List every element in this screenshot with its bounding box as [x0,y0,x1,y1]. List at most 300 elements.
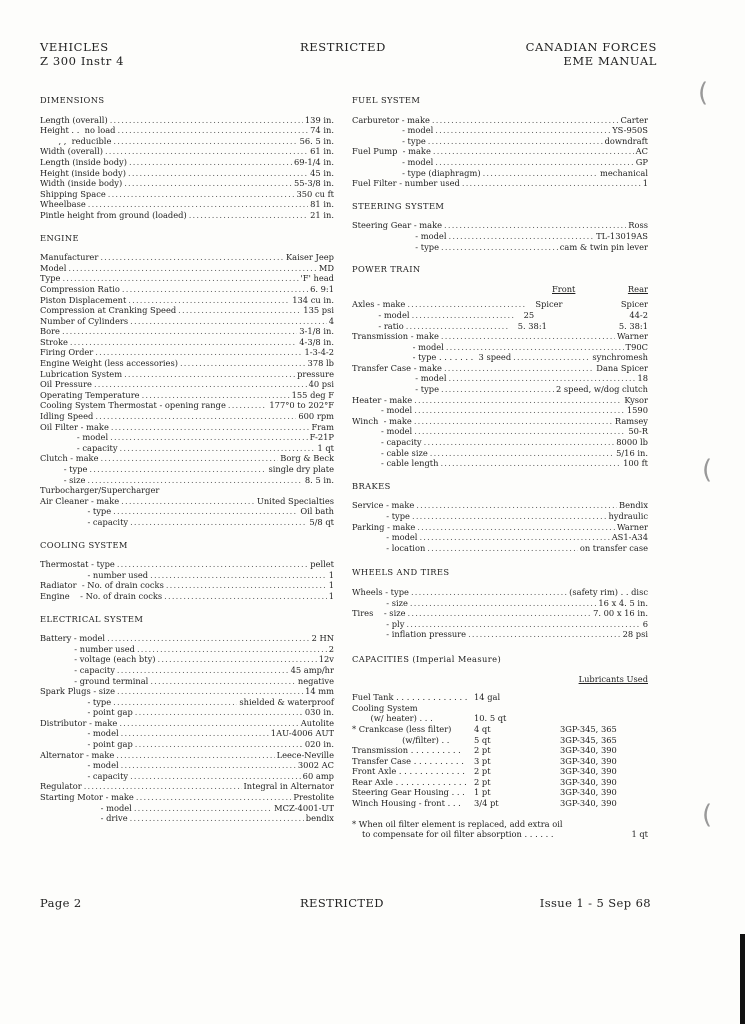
leader-dots [441,242,558,253]
spec-value: Borg & Beck [280,453,334,464]
engine-list [40,252,334,485]
spec-label: - model [352,426,413,437]
capacity-item: Rear Axle . . . . . . . . . . . . . . [352,776,467,787]
spec-label: - model [40,760,119,771]
spec-label: - point gap [40,707,133,718]
spec-value: Prestolite [293,792,334,803]
leader-dots [117,665,289,676]
spec-row [40,633,334,644]
leader-dots [118,125,309,136]
spec-value: MCZ-4001-UT [274,802,334,813]
spec-label: Height (inside body) [40,167,126,178]
leader-dots [116,750,274,761]
brakes-heading: BRAKES [352,480,391,491]
leader-dots [483,168,598,179]
spec-label: - type (diaphragm) [352,167,481,178]
spec-label: Type [40,273,61,284]
lubricants-used-header: Lubricants Used [578,673,648,684]
spec-row [352,242,648,253]
spec-label: Oil Filter - make [40,421,109,432]
leader-dots [62,326,297,337]
leader-dots [411,587,567,598]
leader-dots [130,771,301,782]
spec-row [40,199,334,210]
spec-row [40,369,334,380]
spec-label: Tires - size [352,608,406,619]
leader-dots [414,416,613,427]
spec-label: - model [40,432,109,443]
spec-label: - capacity [40,442,118,453]
spec-label: Fuel Pump - make [352,146,431,157]
capacity-row [352,745,648,756]
capacity-qty: 10. 5 qt [474,713,507,724]
spec-value: 5/8 qt [309,516,334,527]
leader-dots [430,448,614,459]
capacity-item: (w/filter) . . [352,734,450,745]
front-column-header: Front [552,283,576,294]
spec-value: United Specialties [256,495,334,506]
capacity-qty: 2 pt [474,745,491,756]
spec-value: 177°0 to 202°F [269,400,334,411]
axle-row [352,310,648,321]
spec-row [40,750,334,761]
capacity-qty: 5 qt [474,734,491,745]
spec-label: - type [352,241,439,252]
axle-front: 5. 38:1 [517,320,547,331]
spec-value: bendix [305,813,334,824]
leader-dots [136,792,292,803]
spec-label: Height . . no load [40,125,116,136]
capacity-row [352,703,648,714]
spec-value: 100 ft [623,458,648,469]
leader-dots [446,342,624,353]
fuel-heading: FUEL SYSTEM [352,95,421,105]
spec-value: 56. 5 in. [299,135,334,146]
spec-label: - inflation pressure [352,629,467,640]
leader-dots [110,432,308,443]
spec-label: - model [352,373,447,384]
capacity-lubricant: 3GP-340, 390 [560,766,617,777]
spec-value: 7. 00 x 16 in. [593,608,648,619]
spec-row [352,115,648,126]
capacity-lubricant: 3GP-340, 390 [560,787,617,798]
capacity-item: Steering Gear Housing . . . [352,787,465,798]
capacity-qty: 4 qt [474,723,491,734]
spec-value: 134 cu in. [292,294,334,305]
spec-label: Firing Order [40,347,94,358]
leader-dots [150,570,327,581]
spec-value: 21 in. [310,209,334,220]
spec-value: Bendix [619,500,648,511]
lubricants-header-row [352,674,648,685]
spec-label: - capacity [352,437,422,448]
capacity-row [352,787,648,798]
spec-row [40,718,334,729]
leader-dots [117,559,308,570]
spec-label: - size [40,474,86,485]
spec-value: Leece-Neville [276,749,334,760]
capacity-row [352,766,648,777]
spec-row [352,587,648,598]
spec-label: Operating Temperature [40,389,140,400]
spec-row [40,125,334,136]
spec-label: - model [352,341,444,352]
leader-dots [468,629,620,640]
spec-row [40,326,334,337]
spec-label: Transmission - make [352,331,439,342]
spec-row [40,771,334,782]
power-train-list [352,331,648,469]
spec-label: Piston Displacement [40,294,127,305]
capacity-lubricant: 3GP-345, 365 [560,723,617,734]
leader-dots [124,369,295,380]
spec-row [352,598,648,609]
capacity-qty: 3/4 pt [474,798,499,809]
spec-label: - model [352,230,447,241]
spec-row [352,416,648,427]
spec-label: , , reducible [40,135,112,146]
spec-label: - number used [40,569,149,580]
spec-label: Model [40,262,67,273]
leader-dots [110,115,303,126]
leader-dots [444,363,594,374]
capacities-heading: CAPACITIES (Imperial Measure) [352,653,502,664]
fuel-list [352,115,648,189]
leader-dots [94,379,307,390]
spec-row [352,426,648,437]
spec-value: 1 [328,580,334,591]
spec-row [40,803,334,814]
axles-list [352,299,648,331]
spec-value: Kaiser Jeep [285,252,334,263]
spec-label: Engine - No. of drain cocks [40,590,163,601]
spec-label: Heater - make [352,394,413,405]
spec-label: Carburetor - make [352,114,430,125]
spec-row [352,522,648,533]
spec-value: negative [297,675,334,686]
note-line-1: * When oil filter element is replaced, add extra oil [352,818,563,829]
spec-row [40,337,334,348]
capacity-row [352,756,648,767]
spec-row [40,284,334,295]
spec-row [40,496,334,507]
spec-value: single dry plate [268,464,334,474]
spec-row [40,273,334,284]
leader-dots [113,506,298,517]
spec-value: 14 mm [305,686,334,697]
dimensions-list [40,115,334,221]
spec-row [352,395,648,406]
spec-row [40,707,334,718]
spec-value: 45 amp/hr [290,664,334,675]
spec-row [40,347,334,358]
cooling-list [40,559,334,601]
spec-row [352,373,648,384]
spec-value: 74 in. [310,125,334,136]
spec-label: - size [352,597,408,608]
leader-dots [419,532,609,543]
capacity-item: (w/ heater) . . . [352,713,433,724]
spec-row [352,532,648,543]
spec-value: Fram [311,421,334,432]
spec-label: Wheelbase [40,199,86,210]
spec-value: 135 psi [303,305,334,316]
spec-label: Length (overall) [40,114,108,125]
spec-label: - cable size [352,447,428,458]
spec-label: Wheels - type [352,586,409,597]
scan-edge [740,934,745,1024]
spec-label: Parking - make [352,521,416,532]
spec-label: - drive [40,813,128,824]
spec-label: - type [352,384,439,395]
leader-dots [128,168,308,179]
spec-row [40,295,334,306]
spec-row [40,644,334,655]
spec-value: 350 cu ft [296,188,334,199]
leader-dots [410,598,596,609]
spec-row [40,400,334,411]
leader-dots [105,146,308,157]
spec-label: - ground terminal [40,675,149,686]
spec-value: 6. 9:1 [310,283,334,294]
spec-label: - model [352,405,413,416]
spec-label: Battery - model [40,633,106,644]
spec-row [40,422,334,433]
spec-value: 2 speed, w/dog clutch [555,384,648,395]
spec-label: Width (overall) [40,146,103,157]
leader-dots [62,273,298,284]
spec-value: 50-R [628,426,648,437]
spec-row [40,411,334,422]
leader-dots [428,136,603,147]
note-line-2: to compensate for oil filter absorption . . . . . . [362,829,554,840]
spec-label: - type [40,696,112,707]
spec-label: Engine Weight (less accessories) [40,358,178,369]
spec-row [40,453,334,464]
spec-label: Compression Ratio [40,283,120,294]
leader-dots [406,619,640,630]
spec-row [40,654,334,665]
spec-row [40,792,334,803]
spec-value: 378 lb [307,358,334,369]
axle-front: Spicer [535,299,563,310]
axle-front: 25 [523,309,535,320]
spec-row [352,511,648,522]
spec-label: Length (inside body) [40,156,127,167]
capacity-row [352,798,648,809]
right-column [352,95,648,840]
spec-label: Thermostat - type [40,559,115,570]
leader-dots [107,633,309,644]
spec-value: 69-1/4 in. [294,156,334,167]
leader-dots [407,299,525,310]
spec-value: cam & twin pin lever [559,241,648,252]
leader-dots [424,437,615,448]
capacity-row [352,692,648,703]
spec-value: Integral in Alternator [243,781,334,792]
spec-row [40,178,334,189]
leader-dots [137,644,327,655]
leader-dots [178,305,301,316]
spec-row [352,146,648,157]
spec-value: 2 [328,643,334,654]
capacity-item: Winch Housing - front . . . [352,798,461,809]
spec-label: Clutch - make [40,453,99,464]
leader-dots [435,157,633,168]
spec-value: Warner [617,331,648,342]
spec-value: Carter [620,114,648,125]
leader-dots [444,220,626,231]
spec-value: 8. 5 in. [304,474,334,485]
spec-row [40,390,334,401]
binding-mark-middle: ( [702,455,713,485]
capacity-item: Front Axle . . . . . . . . . . . . . [352,766,465,777]
spec-label: - type [40,506,112,517]
spec-row [352,157,648,168]
spec-row [352,178,648,189]
rear-column-header: Rear [627,283,648,294]
spec-row [40,443,334,454]
spec-value: 1 [328,569,334,580]
spec-label: - cable length [352,458,439,469]
capacity-qty: 2 pt [474,776,491,787]
spec-value: 3-1/8 in. [299,326,334,337]
leader-dots [117,686,303,697]
leader-dots [448,231,594,242]
spec-label: - capacity [40,664,115,675]
wheels-heading: WHEELS AND TIRES [352,567,450,578]
axle-rear: 5. 38:1 [618,320,648,331]
capacity-lubricant: 3GP-345, 365 [560,734,617,745]
spec-row [40,580,334,591]
spec-row [40,168,334,179]
header-vehicles: VEHICLES [40,40,109,54]
spec-label: - model [352,125,434,136]
spec-row [40,305,334,316]
axle-row [352,299,648,310]
spec-label: - ply [352,618,405,629]
spec-value: . 020 in. [299,739,334,750]
capacity-qty: 2 pt [474,766,491,777]
spec-row [40,379,334,390]
spec-label: Alternator - make [40,749,115,760]
leader-dots [84,781,242,792]
spec-value: 3002 AC [297,760,334,771]
spec-value: AS1-A34 [611,532,648,543]
spec-label: Steering Gear - make [352,220,443,231]
spec-value: on transfer case [579,542,648,553]
leader-dots [70,337,297,348]
spec-label: Air Cleaner - make [40,495,120,506]
spec-row [352,437,648,448]
spec-row [352,363,648,374]
spec-value: downdraft [604,135,648,146]
spec-value: pressure [297,368,334,379]
leader-dots [412,310,514,321]
spec-label: Starting Motor - make [40,792,134,803]
spec-label: - capacity [40,770,129,781]
spec-value: 45 in. [310,167,334,178]
axle-label: - ratio [352,320,404,331]
spec-row [352,543,648,554]
axle-rear: 44-2 [629,309,648,320]
spec-value: synchromesh [592,352,648,363]
spec-row [40,464,334,475]
leader-dots [414,395,622,406]
spec-row [352,136,648,147]
spec-row [352,220,648,231]
leader-dots [417,522,615,533]
header-left [40,40,124,68]
spec-label: Manufacturer [40,252,99,263]
spec-value: 12v [318,654,334,665]
spec-label: Radiator - No. of drain cocks [40,580,164,591]
crankcase-note [352,819,648,840]
spec-label: - type [352,511,410,521]
spec-value: 16 x 4. 5 in. [598,597,648,608]
spec-value: pellet [310,559,334,570]
header-eme-manual: EME MANUAL [563,54,657,68]
steering-heading: STEERING SYSTEM [352,200,445,211]
capacity-item: * Crankcase (less filter) [352,723,452,734]
capacity-lubricant: 3GP-340, 390 [560,776,617,787]
spec-value: 18 [637,373,648,384]
spec-value: 'F' head [300,273,334,284]
wheels-list [352,587,648,640]
spec-row [40,210,334,221]
leader-dots [122,284,308,295]
capacity-item: Transfer Case . . . . . . . . . . [352,755,464,766]
spec-label: Shipping Space [40,188,106,199]
spec-value: Warner [617,521,648,532]
note-value: 1 qt [631,829,648,840]
spec-label: Width (inside body) [40,178,123,189]
spec-row [40,728,334,739]
spec-value: YS-950S [612,125,648,136]
leader-dots [406,321,508,332]
leader-dots [228,400,268,411]
capacity-row [352,724,648,735]
capacity-lubricant: 3GP-340, 390 [560,798,617,809]
leader-dots [121,496,255,507]
capacity-qty: 1 pt [474,787,491,798]
spec-label: Pintle height from ground (loaded) [40,209,187,220]
spec-value: Dana Spicer [596,362,648,373]
leader-dots [120,443,316,454]
capacity-lubricant: 3GP-340, 390 [560,745,617,756]
spec-label: Bore [40,326,60,337]
axle-row [352,321,648,332]
brakes-list [352,500,648,553]
spec-row [40,432,334,443]
cooling-heading: COOLING SYSTEM [40,539,128,550]
spec-value: 1 qt [317,442,334,453]
spec-row [40,559,334,570]
spec-row [352,231,648,242]
spec-value: shielded & waterproof [239,696,334,707]
spec-row [40,252,334,263]
spec-value: T90C [625,341,648,352]
leader-dots [164,591,327,602]
spec-label: Regulator [40,781,82,792]
leader-dots [416,500,617,511]
spec-row [352,352,648,363]
spec-value: (safety rim) . . disc [569,586,648,597]
leader-dots [150,676,296,687]
axle-label: Axles - make [352,299,406,310]
spec-value: 1AU-4006 AUT [270,728,334,739]
spec-value: 40 psi [308,379,334,390]
